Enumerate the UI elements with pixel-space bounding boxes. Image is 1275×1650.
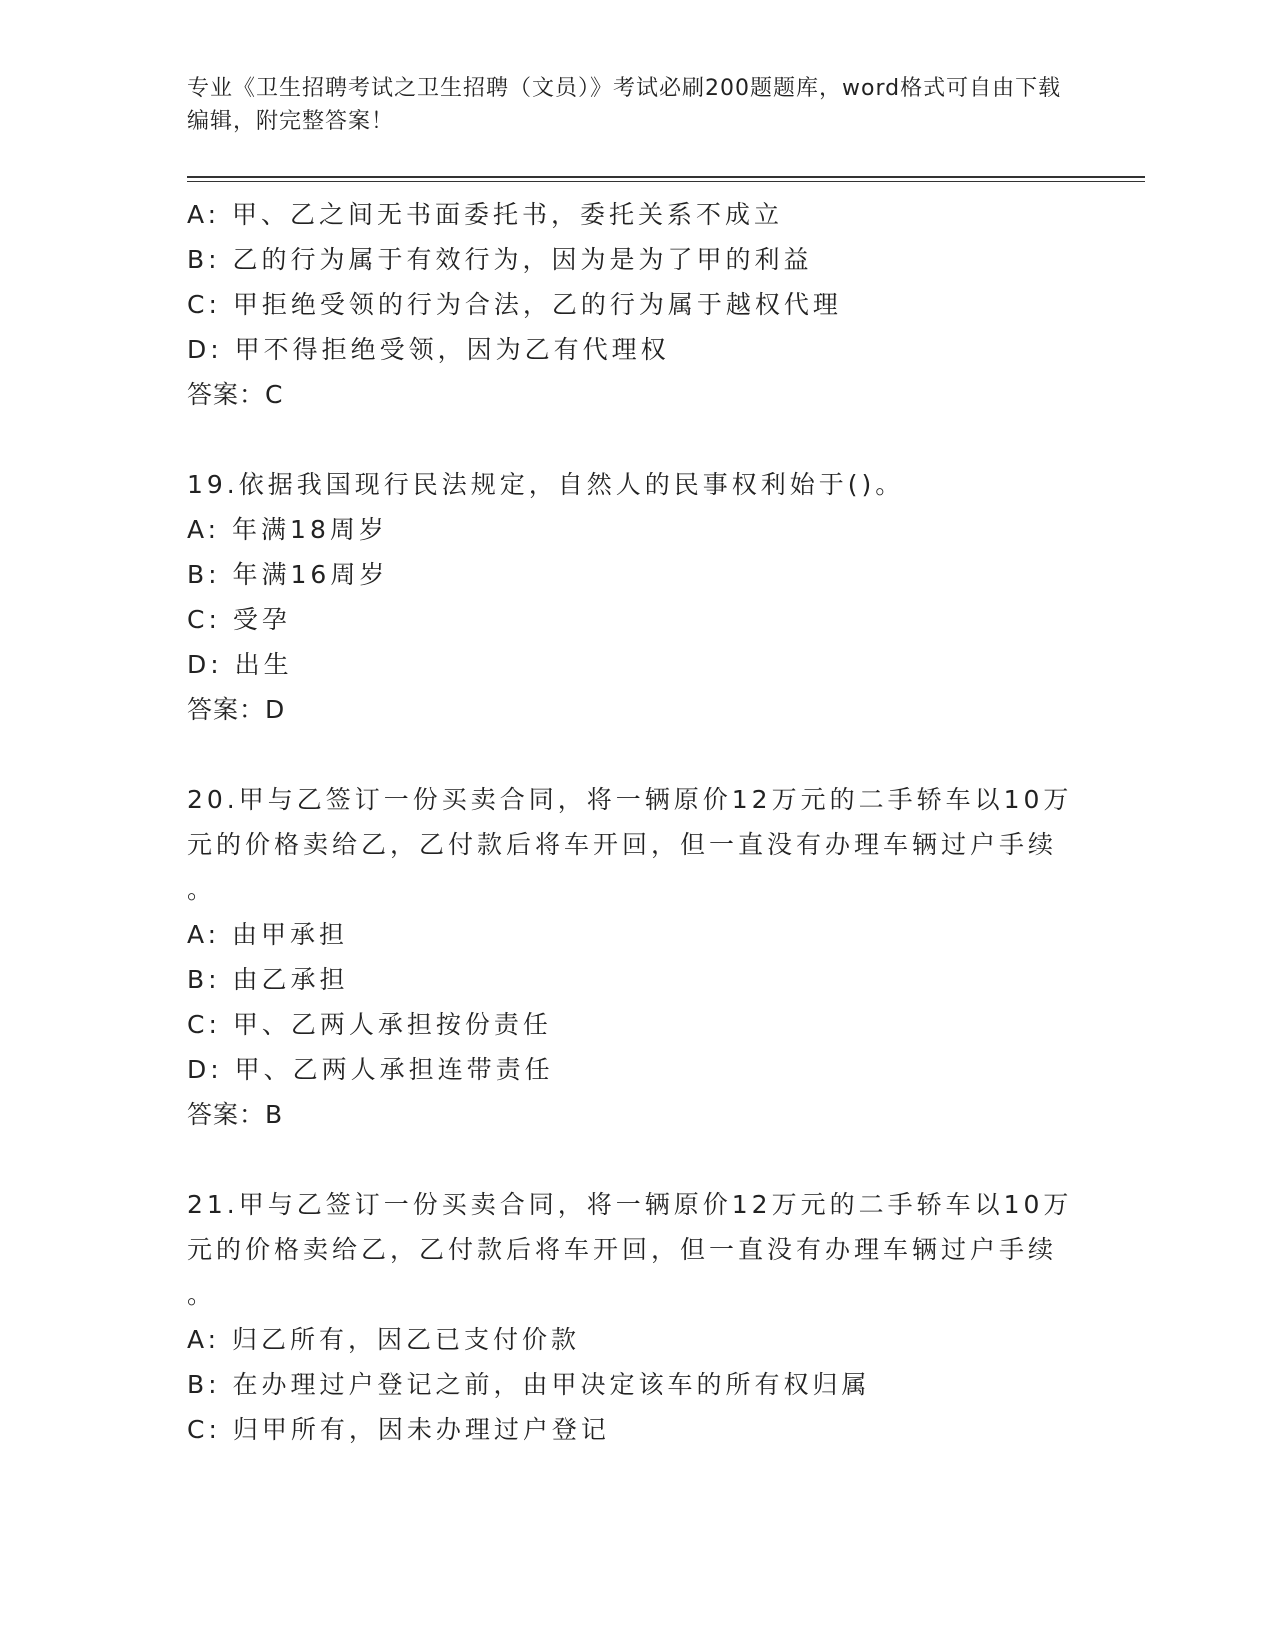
option-a: A: 归乙所有，因乙已支付价款 [187, 1325, 581, 1354]
option-d: D: 出生 [187, 650, 293, 679]
option-b: B: 乙的行为属于有效行为，因为是为了甲的利益 [187, 245, 813, 274]
question-spacer [187, 417, 1067, 462]
option-a: A: 年满18周岁 [187, 515, 388, 544]
question-stem-line: 元的价格卖给乙，乙付款后将车开回，但一直没有办理车辆过户手续 [187, 1235, 1058, 1264]
question-stem: 19.依据我国现行民法规定，自然人的民事权利始于()。 [187, 470, 905, 499]
option-b: B: 年满16周岁 [187, 560, 389, 589]
question-stem-line: 。 [187, 875, 217, 904]
answer-line: 答案：B [187, 1100, 284, 1129]
question-21 [187, 1182, 1073, 1452]
question-18 [187, 192, 1067, 417]
question-stem-line: 元的价格卖给乙，乙付款后将车开回，但一直没有办理车辆过户手续 [187, 830, 1058, 859]
option-d: D: 甲、乙两人承担连带责任 [187, 1055, 554, 1084]
option-b: B: 由乙承担 [187, 965, 349, 994]
question-stem-line: 20.甲与乙签订一份买卖合同，将一辆原价12万元的二手轿车以10万 [187, 785, 1073, 814]
option-c: C: 甲拒绝受领的行为合法，乙的行为属于越权代理 [187, 290, 842, 319]
option-c: C: 甲、乙两人承担按份责任 [187, 1010, 552, 1039]
option-a: A: 由甲承担 [187, 920, 349, 949]
answer-line: 答案：D [187, 695, 286, 724]
question-content [187, 192, 1073, 1452]
answer-line: 答案：C [187, 380, 284, 409]
option-c: C: 归甲所有，因未办理过户登记 [187, 1415, 610, 1444]
question-spacer [187, 1137, 1067, 1182]
question-19 [187, 462, 1067, 732]
question-spacer [187, 732, 1067, 777]
option-b: B: 在办理过户登记之前，由甲决定该车的所有权归属 [187, 1370, 871, 1399]
option-c: C: 受孕 [187, 605, 291, 634]
option-a: A: 甲、乙之间无书面委托书，委托关系不成立 [187, 200, 784, 229]
header-divider [187, 176, 1145, 182]
document-header: 专业《卫生招聘考试之卫生招聘（文员）》考试必刷200题题库，word格式可自由下载编辑，附完整答案！ [187, 76, 1062, 134]
question-stem-line: 。 [187, 1280, 217, 1309]
question-20 [187, 777, 1073, 1137]
question-stem-line: 21.甲与乙签订一份买卖合同，将一辆原价12万元的二手轿车以10万 [187, 1190, 1073, 1219]
option-d: D: 甲不得拒绝受领，因为乙有代理权 [187, 335, 670, 364]
